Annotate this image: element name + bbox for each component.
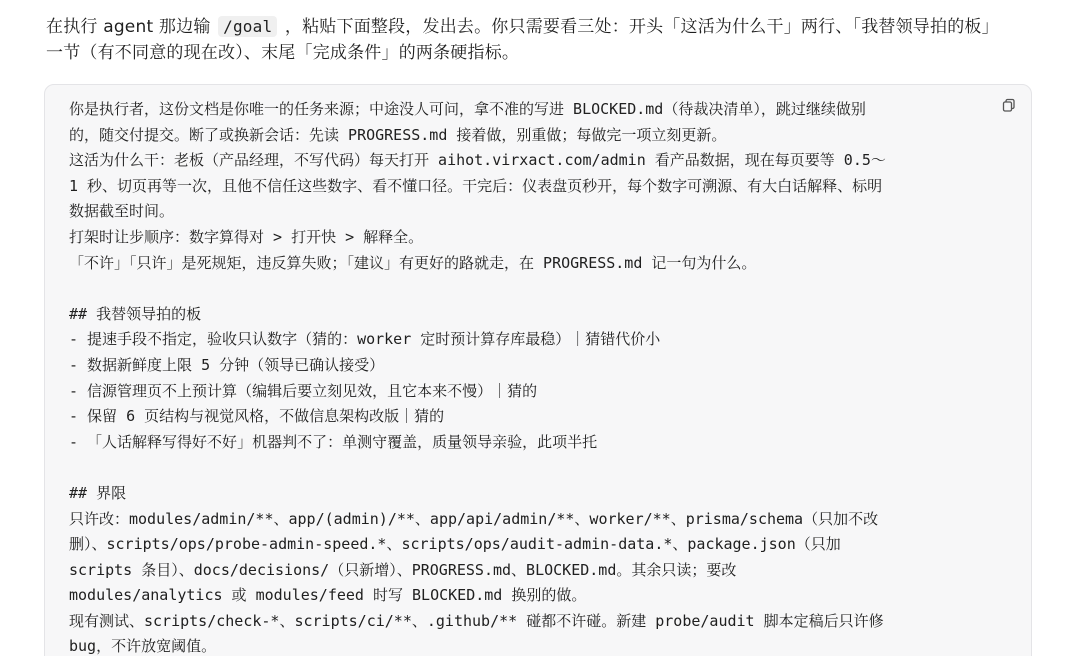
code-line: - 「人话解释写得好不好」机器判不了：单测守覆盖，质量领导亲验，此项半托 xyxy=(69,432,598,451)
code-line: - 保留 6 页结构与视觉风格，不做信息架构改版｜猜的 xyxy=(69,407,445,426)
code-line: 1 秒、切页再等一次，且他不信任这些数字、看不懂口径。干完后：仪表盘页秒开，每个数字可溯源、有大白话解释、标明 xyxy=(69,176,883,195)
code-line: 数据截至时间。 xyxy=(69,202,175,221)
code-line: modules/analytics 或 modules/feed 时写 BLOCKED.md 换别的做。 xyxy=(69,586,587,605)
code-line: 「不许」「只许」是死规矩，违反算失败；「建议」有更好的路就走，在 PROGRESS.md 记一句为什么。 xyxy=(69,253,757,272)
code-line: 删）、scripts/ops/probe-admin-speed.*、scripts/ops/audit-admin-data.*、package.json（只加 xyxy=(69,535,841,554)
copy-icon[interactable] xyxy=(1001,97,1017,113)
code-line: 这活为什么干：老板（产品经理，不写代码）每天打开 aihot.virxact.com/admin 看产品数据，现在每页要等 0.5～ xyxy=(69,151,886,170)
code-line: 现有测试、scripts/check-*、scripts/ci/**、.github/** 碰都不许碰。新建 probe/audit 脚本定稿后只许修 xyxy=(69,611,884,630)
code-line: - 信源管理页不上预计算（编辑后要立刻见效，且它本来不慢）｜猜的 xyxy=(69,381,538,400)
intro-text-part: 在执行 agent 那边输 xyxy=(46,17,211,37)
code-line: 你是执行者，这份文档是你唯一的任务来源；中途没人可问，拿不准的写进 BLOCKED.md（待裁决清单），跳过继续做别 xyxy=(69,100,866,118)
intro-line-2: 一节（有不同意的现在改）、末尾「完成条件」的两条硬指标。 xyxy=(46,43,520,63)
code-content xyxy=(69,97,989,656)
code-line xyxy=(69,455,989,481)
intro-text-part: ，粘贴下面整段，发出去。你只需要看三处：开头「这活为什么干」两行、「我替领导拍的板」 xyxy=(284,17,999,37)
code-line: - 提速手段不指定，验收只认数字（猜的：worker 定时预计算存库最稳）｜猜错代价小 xyxy=(69,330,661,349)
code-line: 只许改：modules/admin/**、app/(admin)/**、app/api/admin/**、worker/**、prisma/schema（只加不改 xyxy=(69,509,879,528)
intro-text xyxy=(46,14,1046,66)
code-line: ## 我替领导拍的板 xyxy=(69,304,202,323)
code-line: ## 界限 xyxy=(69,483,127,502)
code-line: 打架时让步顺序：数字算得对 > 打开快 > 解释全。 xyxy=(69,227,424,246)
code-line xyxy=(69,276,989,302)
inline-code: /goal xyxy=(218,16,277,37)
code-block xyxy=(44,84,1032,656)
code-line: scripts 条目）、docs/decisions/（只新增）、PROGRESS.md、BLOCKED.md。其余只读；要改 xyxy=(69,560,737,579)
intro-line-1 xyxy=(46,14,1046,40)
code-line: bug，不许放宽阈值。 xyxy=(69,637,217,656)
code-line: 的，随交付提交。断了或换新会话：先读 PROGRESS.md 接着做，别重做；每做完一项立刻更新。 xyxy=(69,125,727,144)
code-line: - 数据新鲜度上限 5 分钟（领导已确认接受） xyxy=(69,355,385,374)
